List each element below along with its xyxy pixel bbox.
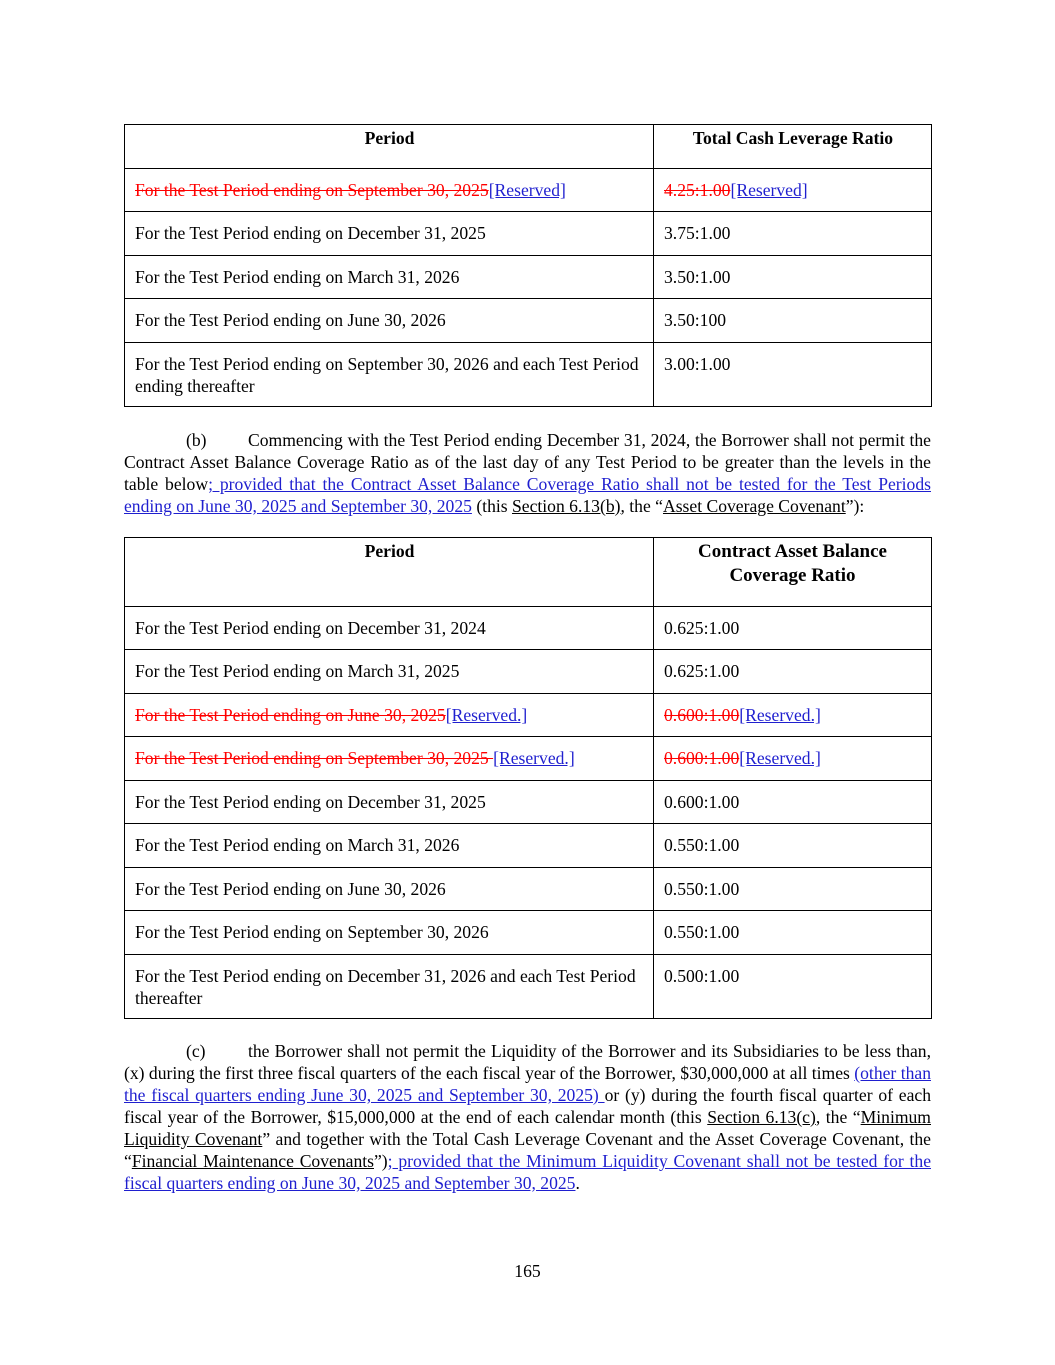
defined-term: Minimum Liquidity Covenant	[124, 1107, 931, 1149]
inserted-text: ; provided that the Contract Asset Balance Coverage Ratio shall not be tested for the Test Periods ending on June 30, 2025 and September 30, 2025	[124, 474, 931, 516]
deleted-text: 0.600:1.00	[664, 705, 740, 725]
table-row	[125, 737, 932, 781]
paragraph-label: (b)	[186, 430, 207, 450]
inserted-text: [Reserved.]	[493, 748, 575, 768]
ratio-cell	[654, 169, 932, 212]
page-number: 165	[514, 1261, 541, 1281]
ratio-header: Total Cash Leverage Ratio	[654, 125, 932, 169]
defined-term: Asset Coverage Covenant	[662, 496, 846, 516]
deleted-text: 4.25:1.00	[664, 180, 731, 200]
inserted-text: [Reserved]	[488, 180, 566, 200]
period-cell	[125, 737, 654, 781]
deleted-text: For the Test Period ending on September 30, 2025	[135, 180, 489, 200]
ratio-cell: 0.500:1.00	[654, 955, 932, 1019]
inserted-text: [Reserved]	[730, 180, 808, 200]
table-row	[125, 256, 932, 299]
deleted-text: 0.600:1.00	[664, 748, 740, 768]
table-row	[125, 694, 932, 737]
table-row	[125, 781, 932, 824]
ratio-cell: 0.550:1.00	[654, 911, 932, 955]
period-cell: For the Test Period ending on September 30, 2026	[125, 911, 654, 955]
total-cash-leverage-table	[124, 124, 932, 407]
ratio-header: Contract Asset Balance Coverage Ratio	[654, 538, 932, 607]
paragraph-c: (c) the Borrower shall not permit the Liquidity of the Borrower and its Subsidiaries to be less than, (x) during the first three fiscal quarters of the each fiscal year of the Borrower, $30,000,000 at all times (other than the fiscal quarters ending June 30, 2025 and September 30, 2025) or (y) during the fourth fiscal quarter of each fiscal year of the Borrower, $15,000,000 at the end of each calendar month (this Section 6.13(c), the “Minimum Liquidity Covenant” and together with the Total Cash Leverage Covenant and the Asset Coverage Covenant, the “Financial Maintenance Covenants”); provided that the Minimum Liquidity Covenant shall not be tested for the fiscal quarters ending on June 30, 2025 and September 30, 2025.	[124, 1041, 931, 1193]
ratio-cell: 3.75:1.00	[654, 212, 932, 256]
table-header-row	[125, 125, 932, 169]
ratio-cell: 3.00:1.00	[654, 343, 932, 407]
inserted-text: (other than the fiscal quarters ending June 30, 2025 and September 30, 2025)	[124, 1063, 931, 1105]
inserted-text: [Reserved.]	[739, 748, 821, 768]
table-row	[125, 955, 932, 1019]
inserted-text: [Reserved.]	[445, 705, 528, 725]
period-cell: For the Test Period ending on December 31, 2025	[125, 781, 654, 824]
inserted-text: [Reserved.]	[739, 705, 821, 725]
ratio-cell: 3.50:1.00	[654, 256, 932, 299]
asset-coverage-table	[124, 537, 932, 1019]
ratio-cell: 0.625:1.00	[654, 650, 932, 694]
period-cell: For the Test Period ending on December 31, 2024	[125, 607, 654, 650]
table-row	[125, 343, 932, 407]
paragraph-b: (b) Commencing with the Test Period ending December 31, 2024, the Borrower shall not permit the Contract Asset Balance Coverage Ratio as of the last day of any Test Period to be greater than the levels in the table below; provided that the Contract Asset Balance Coverage Ratio shall not be tested for the Test Periods ending on June 30, 2025 and September 30, 2025 (this Section 6.13(b), the “Asset Coverage Covenant”):	[124, 430, 931, 516]
table-row	[125, 650, 932, 694]
ratio-cell: 0.600:1.00	[654, 781, 932, 824]
period-header: Period	[125, 125, 654, 169]
paragraph-label: (c)	[186, 1041, 206, 1061]
period-cell: For the Test Period ending on December 31, 2025	[125, 212, 654, 256]
deleted-text: For the Test Period ending on September 30, 2025	[135, 748, 494, 768]
table-header-row	[125, 538, 932, 607]
section-reference: Section 6.13(c)	[707, 1107, 816, 1127]
period-cell	[125, 169, 654, 212]
inserted-text: ; provided that the Minimum Liquidity Covenant shall not be tested for the fiscal quarters ending on June 30, 2025 and September 30, 2025	[124, 1151, 931, 1193]
period-cell: For the Test Period ending on March 31, 2026	[125, 824, 654, 868]
period-cell: For the Test Period ending on June 30, 2026	[125, 868, 654, 911]
ratio-cell: 0.550:1.00	[654, 868, 932, 911]
ratio-cell	[654, 694, 932, 737]
ratio-cell: 0.550:1.00	[654, 824, 932, 868]
deleted-text: For the Test Period ending on June 30, 2025	[135, 705, 446, 725]
table-row	[125, 212, 932, 256]
period-cell: For the Test Period ending on December 31, 2026 and each Test Period thereafter	[125, 955, 654, 1019]
table-row	[125, 169, 932, 212]
period-cell: For the Test Period ending on September 30, 2026 and each Test Period ending thereafter	[125, 343, 654, 407]
defined-term: Financial Maintenance Covenants	[131, 1151, 374, 1171]
period-cell: For the Test Period ending on June 30, 2026	[125, 299, 654, 343]
period-header: Period	[125, 538, 654, 607]
ratio-cell: 0.625:1.00	[654, 607, 932, 650]
table-row	[125, 824, 932, 868]
period-cell: For the Test Period ending on March 31, 2026	[125, 256, 654, 299]
period-cell	[125, 694, 654, 737]
ratio-cell: 3.50:100	[654, 299, 932, 343]
document-page	[124, 124, 931, 1194]
period-cell: For the Test Period ending on March 31, 2025	[125, 650, 654, 694]
table-row	[125, 911, 932, 955]
ratio-cell	[654, 737, 932, 781]
section-reference: Section 6.13(b)	[512, 496, 621, 516]
table-row	[125, 868, 932, 911]
table-row	[125, 607, 932, 650]
table-row	[125, 299, 932, 343]
